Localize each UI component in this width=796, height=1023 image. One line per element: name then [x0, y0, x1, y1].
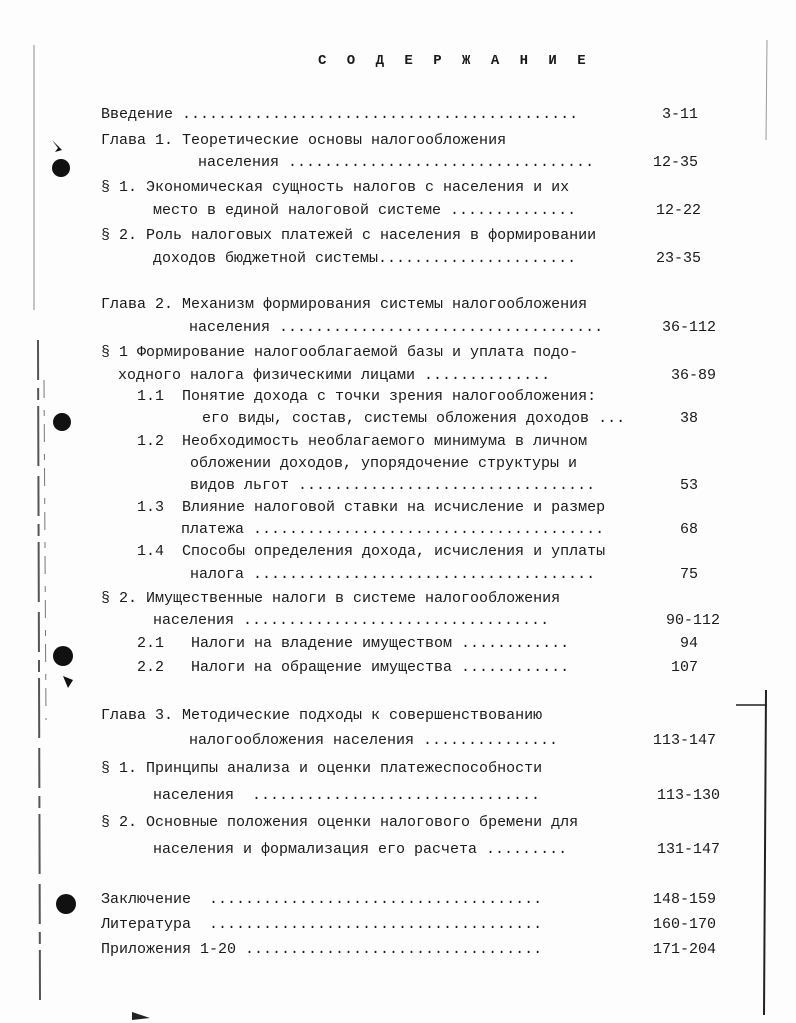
- toc-page-ch2-s1: 36-89: [670, 367, 716, 384]
- toc-line-chapter-3: Глава 3. Методические подходы к совершенствованию: [101, 707, 543, 724]
- toc-line-ch1-s2-cont: доходов бюджетной системы......................: [153, 250, 577, 267]
- toc-page-2-2: 107: [670, 659, 698, 676]
- ink-mark: [52, 140, 62, 152]
- toc-page-2-1: 94: [679, 635, 698, 652]
- toc-page-ch1-s1: 12-22: [655, 202, 701, 219]
- toc-line-ch3-s2-cont: населения и формализация его расчета .........: [153, 841, 568, 858]
- toc-line-literature: Литература .....................................: [101, 916, 543, 933]
- toc-line-2-2: 2.2 Налоги на обращение имущества ............: [137, 659, 570, 676]
- toc-line-ch1-s2: § 2. Роль налоговых платежей с населения в формировании: [101, 227, 597, 244]
- toc-line-ch2-s2: § 2. Имущественные налоги в системе налогообложения: [101, 590, 561, 607]
- toc-page-conclusion: 148-159: [652, 891, 716, 908]
- toc-line-conclusion: Заключение .....................................: [101, 891, 543, 908]
- toc-line-1-2: 1.2 Необходимость необлагаемого минимума в личном: [137, 433, 588, 450]
- toc-page-literature: 160-170: [652, 916, 716, 933]
- toc-line-ch1-s1-cont: место в единой налоговой системе ..............: [153, 202, 577, 219]
- toc-line-1-1: 1.1 Понятие дохода с точки зрения налогообложения:: [137, 388, 597, 405]
- toc-line-1-4-cont: налога ......................................: [190, 566, 596, 583]
- toc-page-1-3: 68: [679, 521, 698, 538]
- toc-line-ch3-s1-cont: населения ................................: [153, 787, 541, 804]
- toc-line-1-1-cont: его виды, состав, системы обложения доходов ...: [202, 410, 626, 427]
- toc-line-ch2-s1: § 1 Формирование налогооблагаемой базы и уплата подо-: [101, 344, 579, 361]
- scan-right-edge-upper: [766, 40, 767, 140]
- toc-line-ch1-s1: § 1. Экономическая сущность налогов с населения и их: [101, 179, 570, 196]
- toc-page-ch3-s2: 131-147: [656, 841, 720, 858]
- scan-left-edge-streak: [44, 380, 46, 720]
- toc-line-1-2-cont2: видов льгот .................................: [190, 477, 596, 494]
- toc-line-appendices: Приложения 1-20 .................................: [101, 941, 543, 958]
- scan-left-edge-lower: [38, 340, 40, 1000]
- toc-title: С О Д Е Р Ж А Н И Е: [318, 53, 592, 69]
- toc-line-1-3: 1.3 Влияние налоговой ставки на исчисление и размер: [137, 499, 606, 516]
- ink-speck: [63, 676, 73, 688]
- toc-line-chapter-1: Глава 1. Теоретические основы налогообложения: [101, 132, 507, 149]
- toc-page-ch3-s1: 113-130: [656, 787, 720, 804]
- toc-line-1-3-cont: платежа .......................................: [181, 521, 605, 538]
- toc-page-chapter-2: 36-112: [661, 319, 716, 336]
- toc-page-ch2-s2: 90-112: [665, 612, 720, 629]
- punch-hole-4: [56, 894, 76, 914]
- toc-line-chapter-1-cont: населения ..................................: [198, 154, 595, 171]
- scan-right-edge-lower: [764, 690, 766, 1015]
- toc-line-1-2-cont: обложении доходов, упорядочение структуры и: [190, 455, 578, 472]
- punch-hole-1: [52, 159, 70, 177]
- toc-page-1-1: 38: [679, 410, 698, 427]
- toc-page-ch1-s2: 23-35: [655, 250, 701, 267]
- toc-page-intro: 3-11: [661, 106, 698, 123]
- toc-line-ch3-s1: § 1. Принципы анализа и оценки платежеспособности: [101, 760, 543, 777]
- toc-page-chapter-3: 113-147: [652, 732, 716, 749]
- toc-line-chapter-2-cont: населения ....................................: [189, 319, 604, 336]
- toc-line-ch2-s1-cont: ходного налога физическими лицами ..............: [118, 367, 551, 384]
- toc-page-chapter-1: 12-35: [652, 154, 698, 171]
- toc-line-ch2-s2-cont: населения ..................................: [153, 612, 550, 629]
- punch-hole-3: [53, 646, 73, 666]
- toc-line-intro: Введение ............................................: [101, 106, 579, 123]
- toc-page-1-4: 75: [679, 566, 698, 583]
- punch-hole-2: [53, 413, 71, 431]
- toc-page-1-2: 53: [679, 477, 698, 494]
- toc-page-appendices: 171-204: [652, 941, 716, 958]
- toc-line-ch3-s2: § 2. Основные положения оценки налогового бремени для: [101, 814, 579, 831]
- toc-line-chapter-3-cont: налогообложения населения ...............: [189, 732, 559, 749]
- toc-line-1-4: 1.4 Способы определения дохода, исчисления и уплаты: [137, 543, 606, 560]
- toc-line-2-1: 2.1 Налоги на владение имуществом ............: [137, 635, 570, 652]
- toc-line-chapter-2: Глава 2. Механизм формирования системы налогообложения: [101, 296, 588, 313]
- scan-bottom-mark: [132, 1012, 150, 1020]
